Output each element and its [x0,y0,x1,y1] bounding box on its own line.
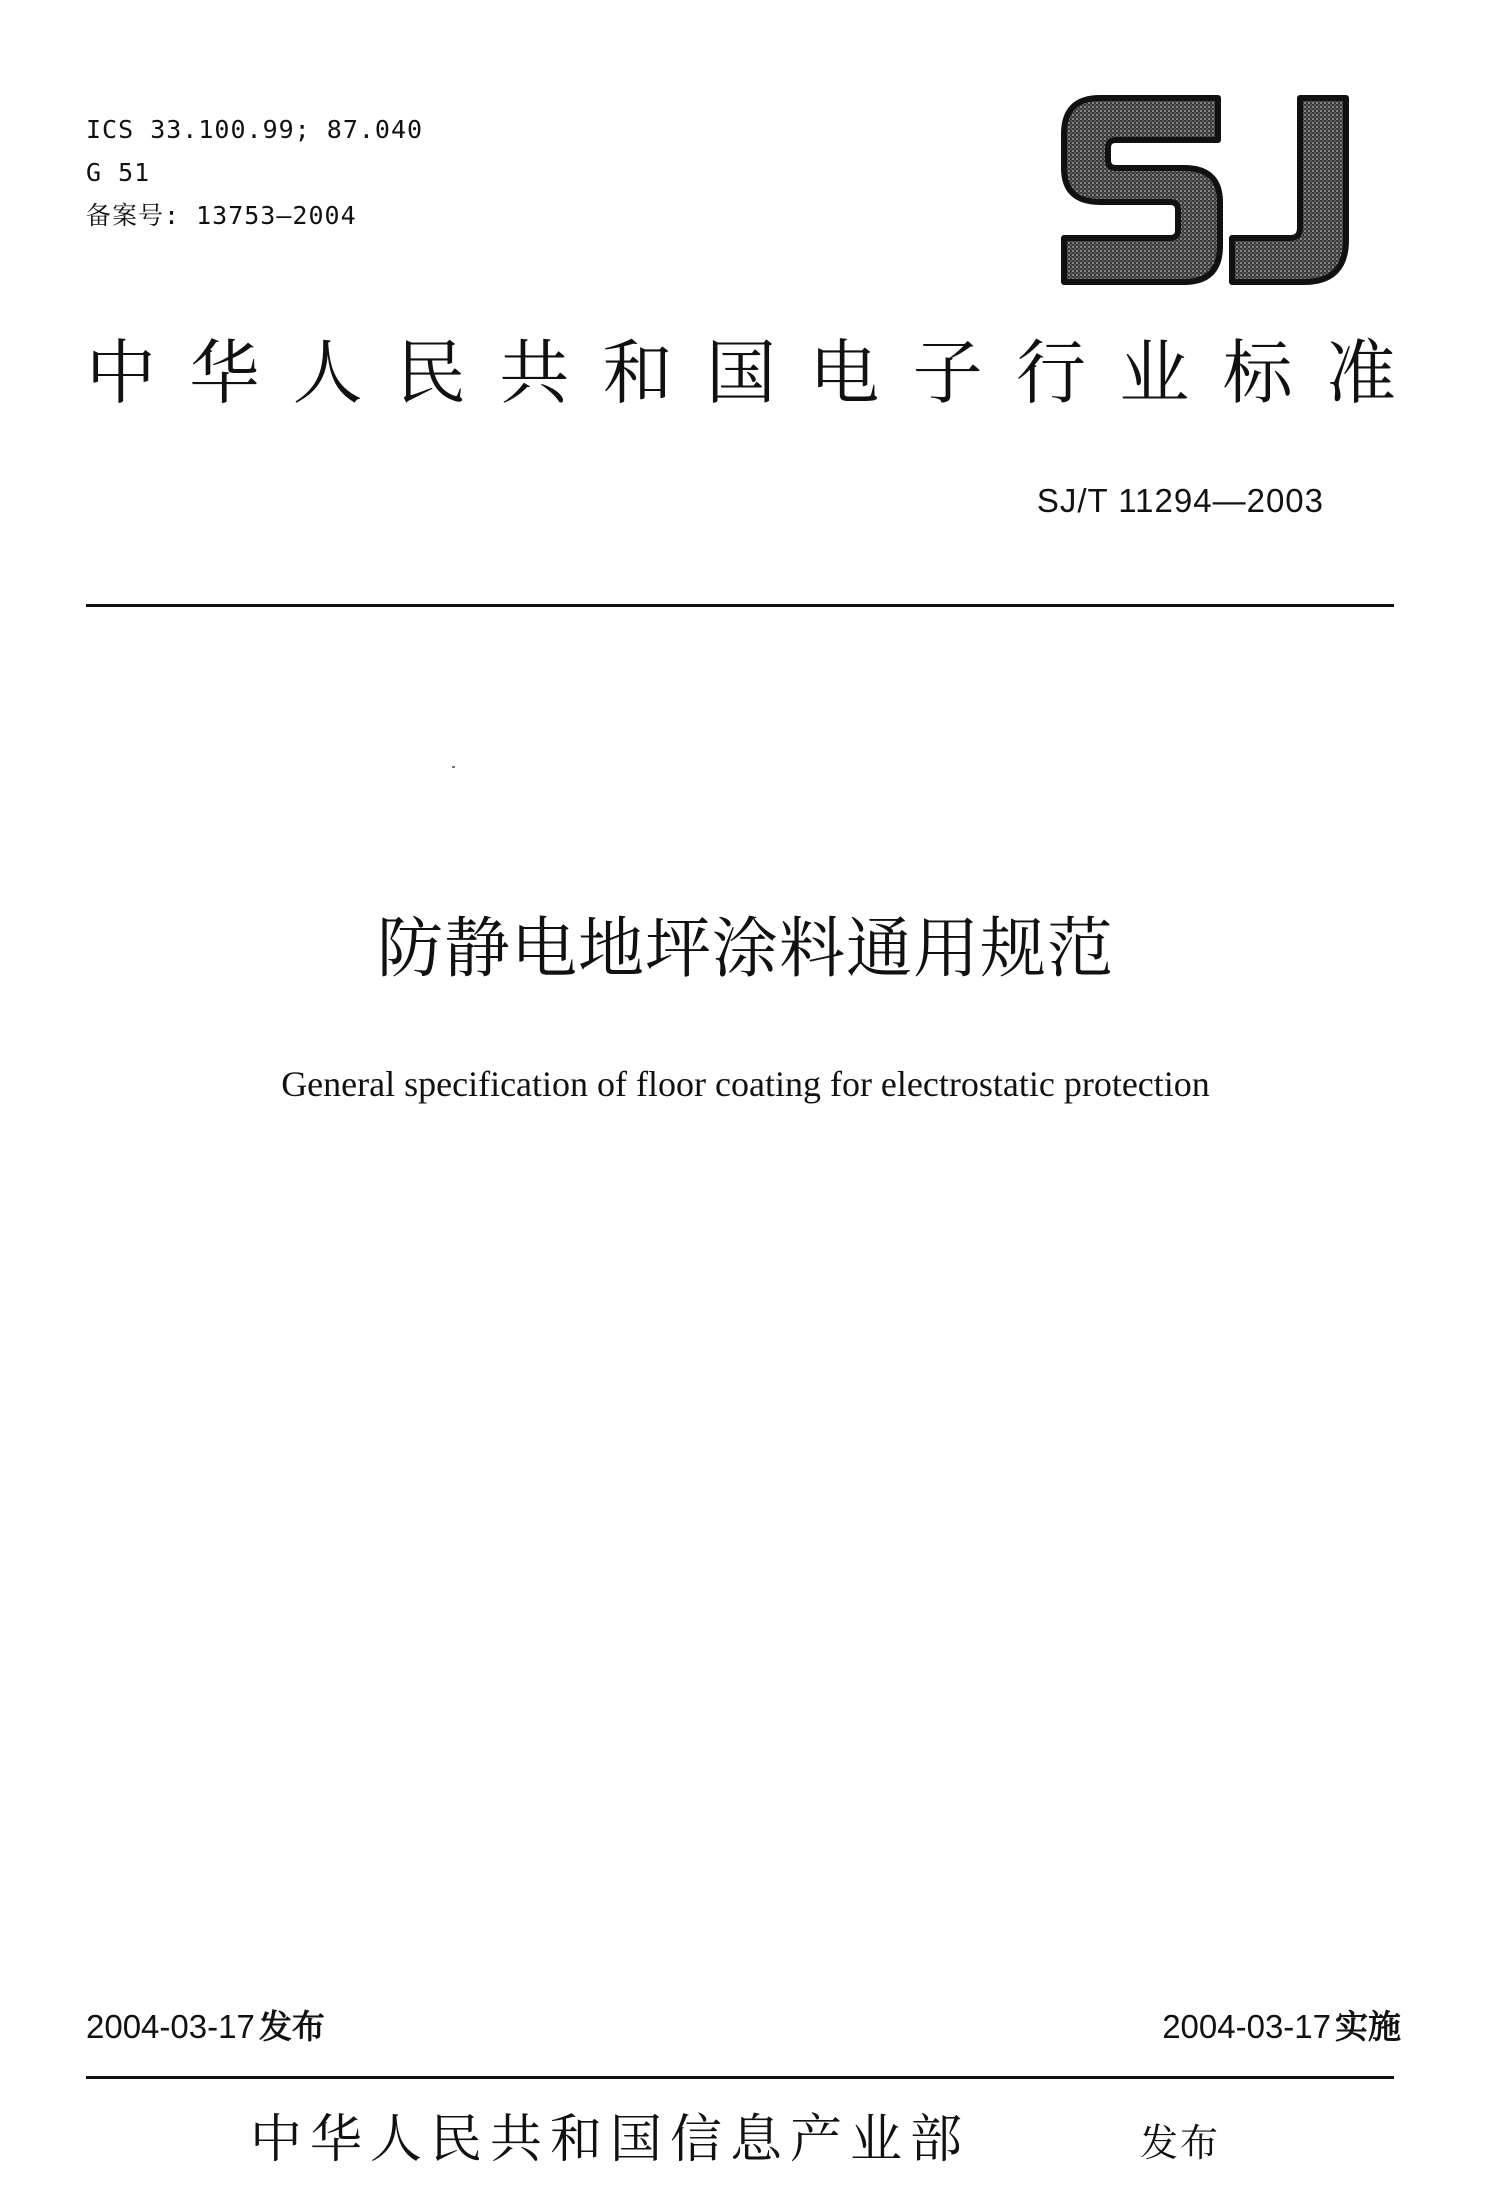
title-english: General specification of floor coating for electrostatic protection [281,1064,1210,1104]
publisher-suffix: 发布 [1140,2121,1221,2165]
top-divider [86,604,1394,607]
issue-date: 2004-03-17 [86,2008,255,2045]
category-char: 和 [602,332,673,414]
category-char: 人 [292,332,363,414]
effective-label: 实施 [1335,2007,1401,2046]
issue-label: 发布 [258,2007,325,2046]
category-char: 共 [499,332,570,414]
category-char: 民 [395,332,466,414]
record-number: 备案号: 13753—2004 [86,201,357,230]
standard-number: SJ/T 11294—2003 [1036,482,1324,519]
bottom-divider [86,2076,1394,2079]
category-char: 国 [705,332,776,414]
category-char: 业 [1119,332,1190,414]
standard-category [86,332,1396,414]
scan-speck [452,766,455,768]
effective-date: 2004-03-17 [1162,2008,1331,2045]
category-char: 子 [912,332,983,414]
category-char: 中 [86,332,156,414]
category-char: 华 [189,332,260,414]
sj-logo [1060,90,1360,290]
ics-code: ICS 33.100.99; 87.040 [86,115,424,144]
classification-code: G 51 [86,158,151,187]
category-char: 行 [1015,332,1086,414]
publisher-name: 中华人民共和国信息产业部 [250,2110,971,2170]
category-char: 准 [1325,332,1396,414]
effective-date-line [1162,2007,1401,2046]
title-chinese: 防静电地坪涂料通用规范 [377,910,1114,987]
category-char: 标 [1222,332,1293,414]
category-char: 电 [809,332,880,414]
issue-date-line [86,2007,325,2046]
